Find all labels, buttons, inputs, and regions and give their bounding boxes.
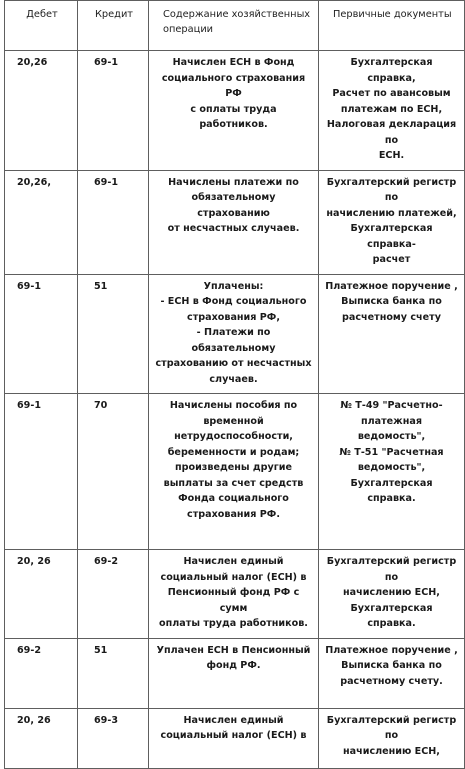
table-row bbox=[5, 550, 465, 639]
cell-docs-line: начислению ЕСН, bbox=[343, 745, 440, 757]
cell-docs-line: Бухгалтерская справка, bbox=[350, 57, 433, 84]
cell-kredit: 70 bbox=[78, 394, 149, 550]
cell-debet: 20, 26 bbox=[5, 550, 78, 639]
table-header-row bbox=[5, 1, 465, 51]
table-body bbox=[5, 51, 465, 769]
cell-kredit: 51 bbox=[78, 274, 149, 394]
cell-content-line: социальный налог (ЕСН) в bbox=[160, 571, 307, 583]
cell-debet: 20,26 bbox=[5, 51, 78, 171]
cell-docs-line: № Т-51 "Расчетная bbox=[339, 446, 444, 458]
cell-content-line: страхования РФ. bbox=[187, 508, 280, 520]
cell-kredit: 69-3 bbox=[78, 708, 149, 768]
cell-docs-line: Платежное поручение , bbox=[325, 644, 458, 656]
cell-content bbox=[149, 638, 319, 708]
table-row bbox=[5, 274, 465, 394]
accounting-entries-sheet bbox=[4, 0, 464, 757]
cell-content-line: с оплаты труда работников. bbox=[190, 103, 277, 130]
cell-docs-line: ЕСН. bbox=[378, 150, 405, 161]
cell-content-line: Начислен единый bbox=[183, 556, 284, 567]
cell-content-line: Фонда социального bbox=[178, 493, 289, 504]
cell-docs-line: Бухгалтерская справка. bbox=[350, 602, 433, 629]
cell-content-line: Начислен ЕСН в Фонд bbox=[172, 57, 295, 68]
cell-docs-line: Платежное поручение , bbox=[325, 280, 458, 292]
cell-docs-line: платежам по ЕСН, bbox=[340, 103, 443, 115]
cell-debet: 69-1 bbox=[5, 394, 78, 550]
cell-docs-line: Бухгалтерский регистр по bbox=[326, 714, 457, 741]
cell-content-line: произведены другие bbox=[175, 462, 292, 473]
cell-docs bbox=[319, 274, 465, 394]
cell-content-line: фонд РФ. bbox=[206, 660, 261, 671]
header-kredit: Кредит bbox=[78, 1, 149, 51]
cell-docs-line: Бухгалтерская справка. bbox=[350, 477, 433, 504]
cell-kredit: 69-2 bbox=[78, 550, 149, 639]
header-docs: Первичные документы bbox=[319, 1, 465, 51]
cell-docs-line: Выписка банка по bbox=[341, 296, 442, 307]
cell-content-line: обязательному страхованию bbox=[191, 192, 276, 219]
table-row bbox=[5, 708, 465, 768]
cell-content-line: выплаты за счет средств bbox=[163, 477, 304, 489]
cell-docs-line: начислению ЕСН, bbox=[343, 587, 440, 598]
cell-docs-line: Бухгалтерский регистр по bbox=[326, 176, 457, 203]
cell-content bbox=[149, 708, 319, 768]
cell-content bbox=[149, 51, 319, 171]
cell-content-line: социальный налог (ЕСН) в bbox=[160, 730, 307, 741]
cell-docs-line: ведомость", bbox=[357, 431, 426, 442]
header-content-line: Содержание хозяйственных bbox=[163, 9, 311, 20]
cell-content-line: - Платежи по обязательному bbox=[191, 327, 276, 354]
cell-docs bbox=[319, 51, 465, 171]
cell-content-line: страхованию от несчастных bbox=[155, 358, 312, 369]
cell-content bbox=[149, 550, 319, 639]
cell-content-line: Пенсионный фонд РФ с сумм bbox=[167, 587, 300, 614]
cell-docs-line: ведомость", bbox=[357, 462, 426, 473]
cell-content bbox=[149, 274, 319, 394]
cell-docs bbox=[319, 708, 465, 768]
cell-debet: 69-2 bbox=[5, 638, 78, 708]
cell-docs-line: расчетному счету bbox=[342, 311, 441, 323]
cell-content-line: Начислены платежи по bbox=[168, 176, 299, 188]
cell-content-line: Уплачены: bbox=[203, 280, 264, 292]
cell-content-line: страхования РФ, bbox=[187, 311, 280, 323]
cell-debet: 69-1 bbox=[5, 274, 78, 394]
cell-docs-line: расчетному счету. bbox=[340, 675, 443, 687]
cell-docs-line: Расчет по авансовым bbox=[332, 88, 451, 99]
cell-docs-line: Бухгалтерский регистр по bbox=[326, 556, 457, 583]
header-content bbox=[149, 1, 319, 51]
cell-docs-line: начислению платежей, bbox=[326, 207, 457, 219]
table-row bbox=[5, 170, 465, 274]
cell-docs-line: № Т-49 "Расчетно-платежная bbox=[340, 400, 443, 427]
header-content-line: операции bbox=[163, 24, 214, 35]
cell-content-line: оплаты труда работников. bbox=[159, 618, 308, 629]
cell-content-line: социального страхования РФ bbox=[161, 72, 306, 99]
cell-content bbox=[149, 170, 319, 274]
cell-docs-line: Бухгалтерская справка- bbox=[350, 223, 433, 250]
cell-content-line: от несчастных случаев. bbox=[167, 223, 300, 234]
cell-docs-line: Налоговая декларация по bbox=[326, 119, 457, 146]
table-row bbox=[5, 51, 465, 171]
cell-docs bbox=[319, 638, 465, 708]
cell-docs bbox=[319, 550, 465, 639]
cell-docs bbox=[319, 170, 465, 274]
cell-kredit: 51 bbox=[78, 638, 149, 708]
cell-content-line: - ЕСН в Фонд социального bbox=[160, 296, 307, 307]
cell-content bbox=[149, 394, 319, 550]
cell-content-line: временной bbox=[203, 415, 264, 427]
cell-debet: 20, 26 bbox=[5, 708, 78, 768]
header-debet: Дебет bbox=[5, 1, 78, 51]
cell-debet: 20,26, bbox=[5, 170, 78, 274]
cell-content-line: нетрудоспособности, bbox=[174, 431, 293, 442]
cell-docs-line: Выписка банка по bbox=[341, 660, 442, 671]
cell-docs bbox=[319, 394, 465, 550]
table-row bbox=[5, 638, 465, 708]
table-row bbox=[5, 394, 465, 550]
cell-content-line: Начислены пособия по bbox=[169, 400, 298, 411]
cell-docs-line: расчет bbox=[372, 254, 411, 265]
cell-content-line: беременности и родам; bbox=[167, 446, 300, 458]
cell-content-line: Начислен единый bbox=[183, 714, 284, 726]
cell-kredit: 69-1 bbox=[78, 51, 149, 171]
cell-kredit: 69-1 bbox=[78, 170, 149, 274]
accounting-entries-table bbox=[4, 0, 465, 769]
cell-content-line: случаев. bbox=[209, 373, 258, 385]
cell-content-line: Уплачен ЕСН в Пенсионный bbox=[156, 644, 311, 656]
